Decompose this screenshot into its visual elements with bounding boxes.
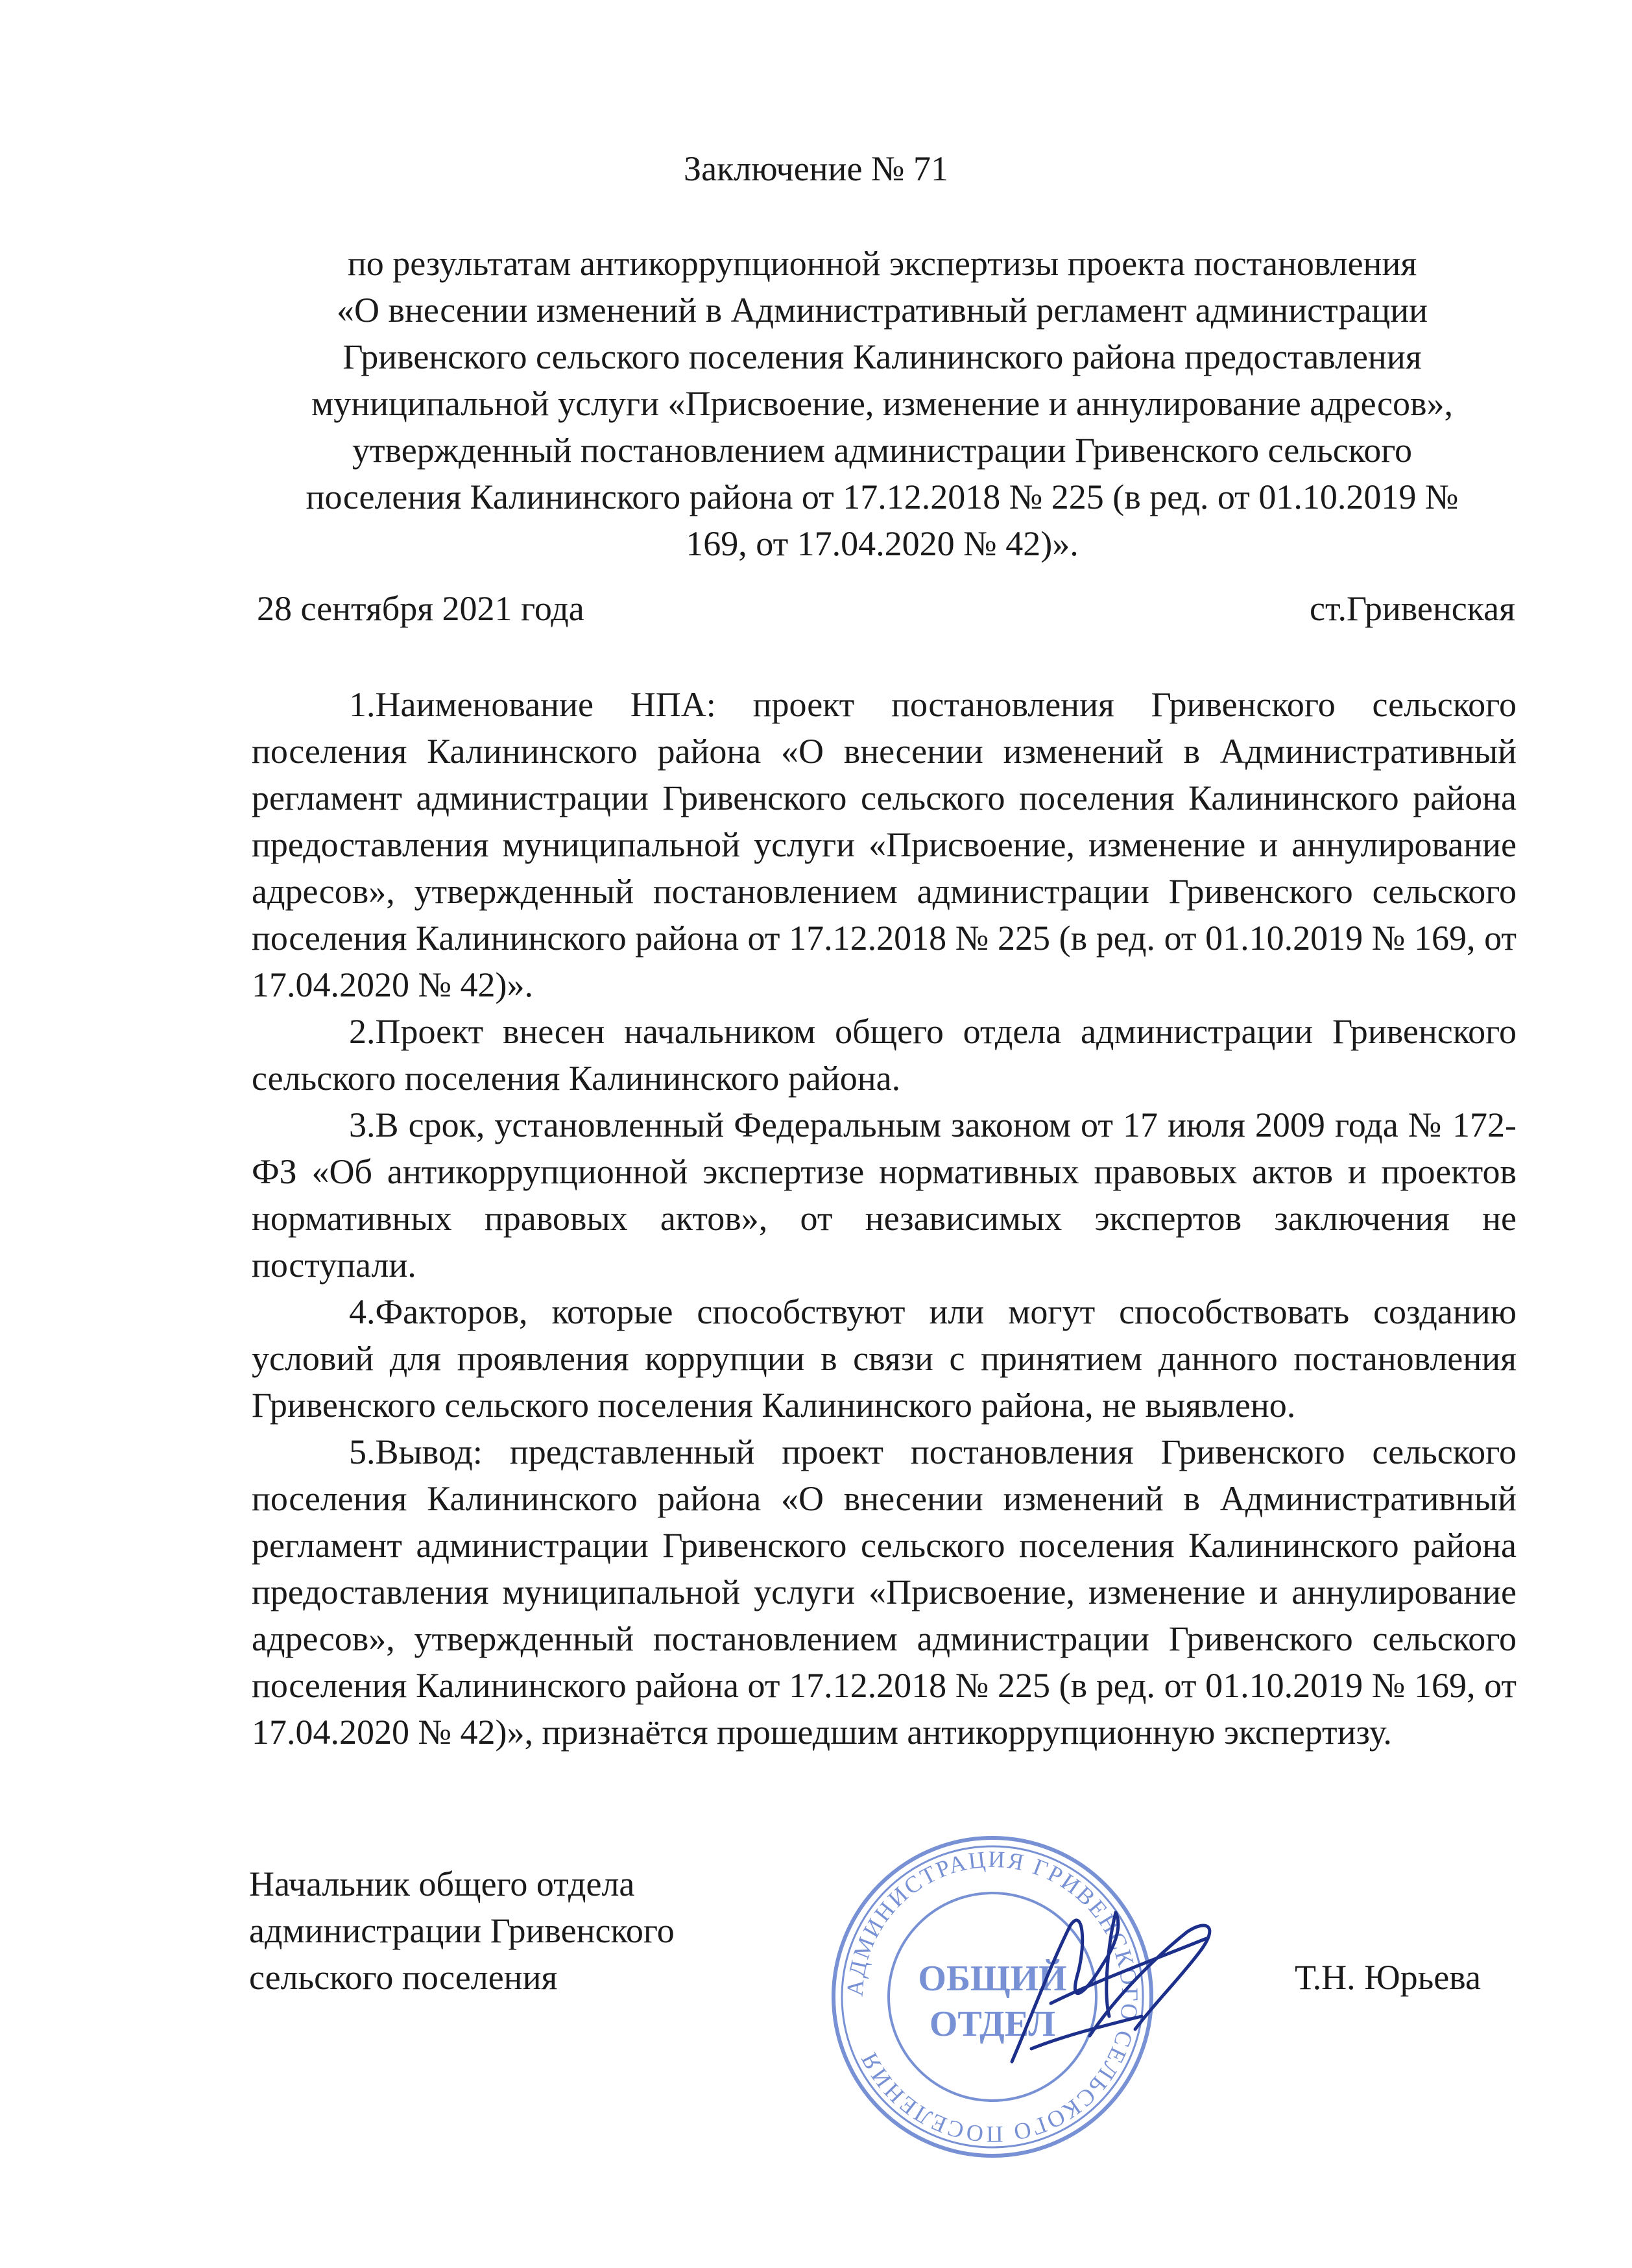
signer-title-line: администрации Гривенского [249,1911,675,1950]
signer-name: Т.Н. Юрьева [1295,1958,1481,1997]
document-date: 28 сентября 2021 года [257,589,584,628]
paragraph: 3.В срок, установленный Федеральным законом от 17 июля 2009 года № 172-ФЗ «Об антикоррупционной экспертизе нормативных правовых актов и проектов нормативных правовых актов», от независимых экспертов заключения не поступали. [252,1105,1517,1285]
stamp-ring-text: АДМИНИСТРАЦИЯ ГРИВЕНСКОГО СЕЛЬСКОГО ПОСЕЛЕНИЯ [841,1846,1144,2148]
signer-title [249,1861,833,2001]
subject-line: утвержденный постановлением администрации Гривенского сельского [352,431,1413,470]
paragraph: 5.Вывод: представленный проект постановления Гривенского сельского поселения Калининского района «О внесении изменений в Административный регламент администрации Гривенского сельского поселения Калининского района предоставления муниципальной услуги «Присвоение, изменение и аннулирование адресов», утвержденный постановлением администрации Гривенского сельского поселения Калининского района от 17.12.2018 № 225 (в ред. от 01.10.2019 № 169, от 17.04.2020 № 42)», признаётся прошедшим антикоррупционную экспертизу. [252,1432,1517,1752]
subject-line: «О внесении изменений в Административный регламент администрации [337,291,1428,330]
handwritten-signature [973,1887,1245,2081]
signer-title-line: сельского поселения [249,1958,558,1997]
signer-title-line: Начальник общего отдела [249,1864,635,1903]
document-title: Заключение № 71 [684,149,948,188]
document-body [252,681,1517,1755]
subject-line: 169, от 17.04.2020 № 42)». [686,524,1079,563]
document-subject [246,240,1518,567]
paragraph: 1.Наименование НПА: проект постановления Гривенского сельского поселения Калининского района «О внесении изменений в Административный регламент администрации Гривенского сельского поселения Калининского района предоставления муниципальной услуги «Присвоение, изменение и аннулирование адресов», утвержденный постановлением администрации Гривенского сельского поселения Калининского района от 17.12.2018 № 225 (в ред. от 01.10.2019 № 169, от 17.04.2020 № 42)». [252,685,1517,1004]
subject-line: поселения Калининского района от 17.12.2018 № 225 (в ред. от 01.10.2019 № [306,477,1459,516]
document-place: ст.Гривенская [1310,589,1515,628]
stamp-center-text: ОТДЕЛ [929,2004,1056,2044]
subject-line: Гривенского сельского поселения Калининского района предоставления [342,337,1422,376]
subject-line: по результатам антикоррупционной экспертизы проекта постановления [347,244,1417,283]
stamp-center-text: ОБЩИЙ [918,1959,1067,1999]
signature-block [0,1846,1632,2148]
paragraph: 4.Факторов, которые способствуют или могут способствовать созданию условий для проявления коррупции в связи с принятием данного постановления Гривенского сельского поселения Калининского района, не выявлено. [252,1292,1517,1425]
subject-line: муниципальной услуги «Присвоение, изменение и аннулирование адресов», [311,384,1453,423]
paragraph: 2.Проект внесен начальником общего отдела администрации Гривенского сельского поселения Калининского района. [252,1012,1517,1098]
